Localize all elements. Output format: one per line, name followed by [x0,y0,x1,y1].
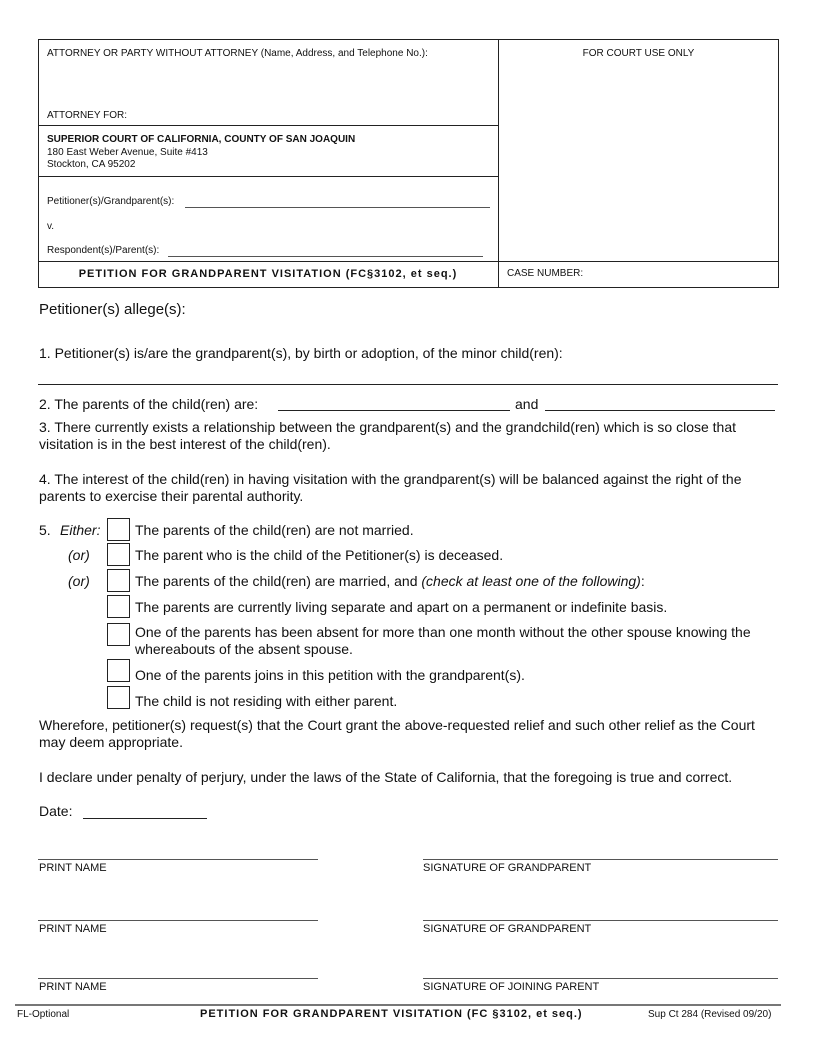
item-4: 4. The interest of the child(ren) in having visitation with the grandparent(s) will be balanced against the right of the parents to exercise their parental authority. [39,471,742,504]
footer-form-id: FL-Optional [17,1009,70,1020]
signature-label: SIGNATURE OF GRANDPARENT [423,923,592,935]
colon: : [640,573,645,589]
checkbox-separate[interactable] [107,595,130,618]
court-address-1: 180 East Weber Avenue, Suite #413 [47,147,208,158]
footer-title: PETITION FOR GRANDPARENT VISITATION (FC §3102, et seq.) [200,1008,583,1020]
signature-label: SIGNATURE OF JOINING PARENT [423,981,600,993]
petitioner-field[interactable] [185,207,490,208]
parent-2-field[interactable] [545,410,775,411]
respondent-label: Respondent(s)/Parent(s): [47,245,160,256]
item-2-and: and [515,396,539,412]
option-married [135,573,645,589]
item-2: 2. The parents of the child(ren) are: [39,396,259,412]
checkbox-not-residing[interactable] [107,686,130,709]
signature-field[interactable] [423,920,778,921]
divider [38,261,779,262]
versus: v. [47,221,55,232]
checkbox-not-married[interactable] [107,518,130,541]
or-label: (or) [68,547,90,563]
petitioner-label: Petitioner(s)/Grandparent(s): [47,196,175,207]
checkbox-married[interactable] [107,569,130,592]
date-label: Date: [39,803,73,819]
date-field[interactable] [83,818,207,819]
signature-label: SIGNATURE OF GRANDPARENT [423,862,592,874]
footer-rule [15,1004,781,1006]
checkbox-absent[interactable] [107,623,130,646]
option-not-married: The parents of the child(ren) are not married. [135,522,414,538]
sub-option-not-residing: The child is not residing with either parent. [135,693,398,709]
signature-field[interactable] [423,978,778,979]
option-married-text: The parents of the child(ren) are married, and [135,573,422,589]
respondent-field[interactable] [168,256,483,257]
court-use-label: FOR COURT USE ONLY [582,48,695,59]
divider [38,125,498,126]
print-name-label: PRINT NAME [39,862,107,874]
item-3: 3. There currently exists a relationship between the grandparent(s) and the grandchild(ren) which is so close that visitation is in the best interest of the child(ren). [39,419,737,452]
attorney-for-label: ATTORNEY FOR: [47,110,128,121]
declaration-text: I declare under penalty of perjury, under the laws of the State of California, that the foregoing is true and correct. [39,769,733,785]
wherefore-text: Wherefore, petitioner(s) request(s) that the Court grant the above-requested relief and such other relief as the Court may deem appropriate. [39,717,755,750]
court-name: SUPERIOR COURT OF CALIFORNIA, COUNTY OF SAN JOAQUIN [47,134,356,145]
form-title: PETITION FOR GRANDPARENT VISITATION (FC§3102, et seq.) [78,268,458,280]
attorney-label: ATTORNEY OR PARTY WITHOUT ATTORNEY (Name, Address, and Telephone No.): [47,48,428,59]
sub-option-joins: One of the parents joins in this petition with the grandparent(s). [135,667,525,683]
children-field[interactable] [38,384,778,385]
case-number-label: CASE NUMBER: [507,268,584,279]
allege-heading: Petitioner(s) allege(s): [39,301,186,318]
signature-field[interactable] [423,859,778,860]
court-address-2: Stockton, CA 95202 [47,159,136,170]
either-label: Either: [60,522,101,538]
sub-option-separate: The parents are currently living separate and apart on a permanent or indefinite basis. [135,599,668,615]
print-name-field[interactable] [38,859,318,860]
divider [38,176,498,177]
divider [498,39,499,288]
checkbox-joins[interactable] [107,659,130,682]
item-5-number: 5. [39,522,51,538]
or-label: (or) [68,573,90,589]
checkbox-deceased[interactable] [107,543,130,566]
print-name-field[interactable] [38,920,318,921]
option-deceased: The parent who is the child of the Petitioner(s) is deceased. [135,547,504,563]
parent-1-field[interactable] [278,410,510,411]
sub-option-absent: One of the parents has been absent for more than one month without the other spouse knowing the whereabouts of the absent spouse. [135,624,751,657]
print-name-field[interactable] [38,978,318,979]
footer-revision: Sup Ct 284 (Revised 09/20) [648,1009,772,1020]
print-name-label: PRINT NAME [39,981,107,993]
item-1: 1. Petitioner(s) is/are the grandparent(s), by birth or adoption, of the minor child(ren): [39,345,563,361]
option-married-note: (check at least one of the following) [421,573,641,589]
print-name-label: PRINT NAME [39,923,107,935]
